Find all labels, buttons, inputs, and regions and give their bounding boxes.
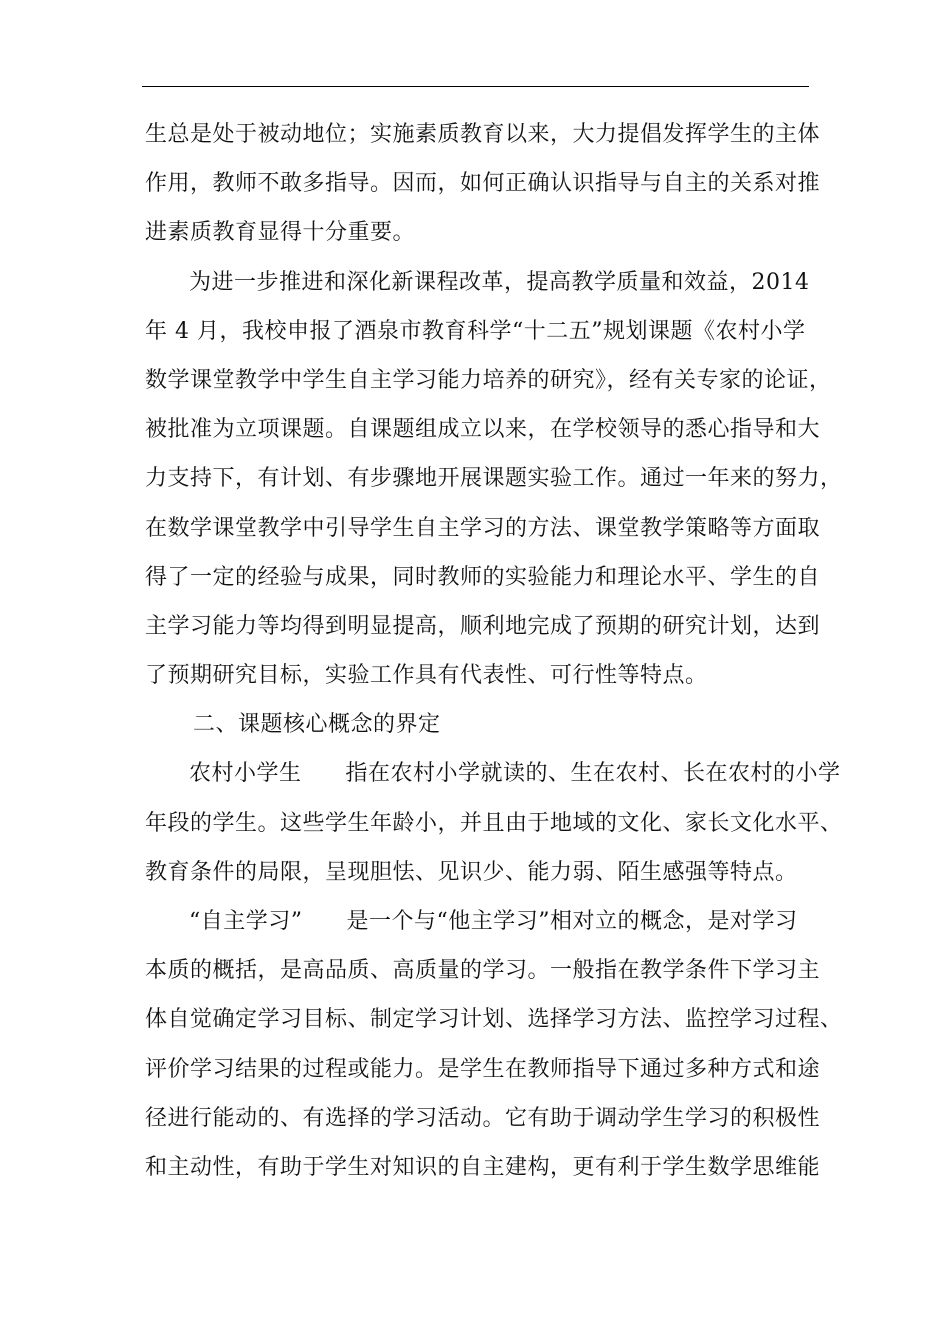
text-line: 进素质教育显得十分重要。 [145, 220, 416, 246]
text-line: 教育条件的局限，呈现胆怯、见识少、能力弱、陌生感强等特点。 [145, 859, 798, 885]
text-line: 主学习能力等均得到明显提高，顺利地完成了预期的研究计划，达到 [145, 613, 821, 639]
definition-text: 是一个与“他主学习”相对立的概念，是对学习 [346, 909, 798, 934]
header-rule [142, 86, 809, 87]
text-line: 力支持下，有计划、有步骤地开展课题实验工作。通过一年来的努力， [145, 466, 843, 492]
paragraph-first-line: 为进一步推进和深化新课程改革，提高教学质量和效益，2014 [189, 269, 810, 295]
text-line: 了预期研究目标，实验工作具有代表性、可行性等特点。 [145, 663, 708, 689]
text-line: 年段的学生。这些学生年龄小，并且由于地域的文化、家长文化水平、 [145, 810, 843, 836]
text-line: 在数学课堂教学中引导学生自主学习的方法、课堂教学策略等方面取 [145, 515, 821, 541]
text-line: 作用，教师不敢多指导。因而，如何正确认识指导与自主的关系对推 [145, 171, 821, 197]
text-line: 体自觉确定学习目标、制定学习计划、选择学习方法、监控学习过程、 [145, 1007, 843, 1033]
definition-line [145, 897, 815, 946]
definition-term: 农村小学生 [189, 761, 302, 787]
text-line: 和主动性，有助于学生对知识的自主建构，更有利于学生数学思维能 [145, 1154, 821, 1180]
text-line: 年 4 月，我校申报了酒泉市教育科学“十二五”规划课题《农村小学 [145, 318, 806, 344]
text-line: 得了一定的经验与成果，同时教师的实验能力和理论水平、学生的自 [145, 564, 821, 590]
text-line: 径进行能动的、有选择的学习活动。它有助于调动学生学习的积极性 [145, 1105, 821, 1131]
text-line: 被批准为立项课题。自课题组成立以来，在学校领导的悉心指导和大 [145, 417, 821, 443]
definition-line [145, 749, 841, 798]
section-heading: 二、课题核心概念的界定 [193, 712, 441, 738]
text-line: 本质的概括，是高品质、高质量的学习。一般指在教学条件下学习主 [145, 958, 821, 984]
definition-text: 指在农村小学就读的、生在农村、长在农村的小学 [345, 761, 841, 787]
document-body [145, 110, 843, 1192]
definition-term: “自主学习” [189, 909, 303, 934]
text-line: 数学课堂教学中学生自主学习能力培养的研究》，经有关专家的论证， [145, 367, 832, 393]
text-line: 生总是处于被动地位；实施素质教育以来，大力提倡发挥学生的主体 [145, 122, 821, 147]
text-line: 评价学习结果的过程或能力。是学生在教师指导下通过多种方式和途 [145, 1056, 821, 1082]
